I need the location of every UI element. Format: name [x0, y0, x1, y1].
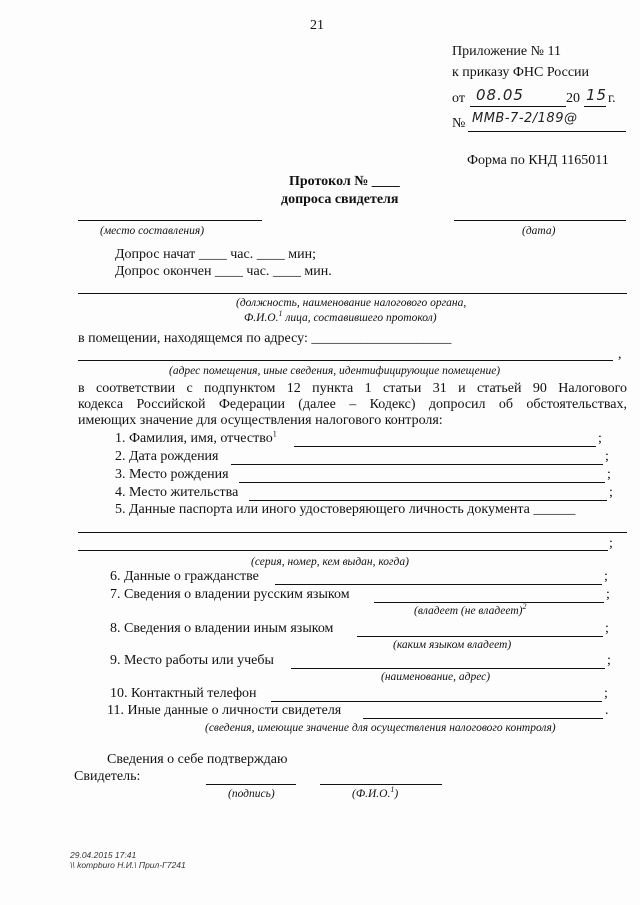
work-field[interactable]: [291, 668, 605, 669]
number-handwritten: ММВ-7-2/189@: [472, 111, 578, 126]
date-prefix: от: [452, 91, 465, 106]
semi-2: ;: [605, 449, 609, 464]
paragraph-line-3: имеющих значение для осуществления налогового контроля:: [78, 413, 443, 428]
item-other-data-label: 11. Иные данные о личности свидетеля: [107, 703, 342, 718]
residence-field[interactable]: [249, 500, 607, 501]
semi-10: ;: [604, 686, 608, 701]
date-caption: (дата): [522, 225, 556, 237]
birth-date-field[interactable]: [231, 464, 603, 465]
semi-6: ;: [604, 569, 608, 584]
date-underline: [470, 106, 566, 107]
form-code: Форма по КНД 1165011: [467, 153, 609, 168]
confirm-text: Сведения о себе подтверждаю: [107, 752, 288, 767]
place-caption: (место составления): [100, 225, 205, 237]
premises-field[interactable]: [78, 360, 613, 361]
dot-11: .: [605, 703, 609, 718]
page-number: 21: [310, 18, 324, 33]
russian-caption: (владеет (не владеет)$^2$: [414, 602, 527, 617]
number-underline: [468, 131, 626, 132]
place-field[interactable]: [78, 220, 262, 221]
russian-field[interactable]: [374, 602, 604, 603]
fio-field[interactable]: [320, 784, 442, 785]
semi-5: ;: [609, 536, 613, 551]
passport-caption: (серия, номер, кем выдан, когда): [251, 556, 409, 568]
interrogation-end: Допрос окончен ____ час. ____ мин.: [115, 264, 332, 279]
signature-caption: (подпись): [228, 788, 275, 800]
other-language-field[interactable]: [357, 636, 603, 637]
phone-field[interactable]: [271, 701, 602, 702]
item-full-name-label: 1. Фамилия, имя, отчество$^1$: [115, 429, 277, 446]
order-label: к приказу ФНС России: [452, 65, 590, 80]
passport-field-2[interactable]: [78, 550, 608, 551]
year-handwritten: 15: [586, 86, 608, 104]
address-caption: (адрес помещения, иные сведения, идентифицирующие помещение): [169, 365, 501, 377]
witness-label: Свидетель:: [74, 769, 141, 784]
item-phone-label: 10. Контактный телефон: [110, 686, 257, 701]
paragraph-line-2: кодекса Российской Федерации (далее – Кодекс) допросил об обстоятельствах,: [78, 397, 627, 412]
item-other-language-label: 8. Сведения о владении иным языком: [110, 621, 334, 636]
work-caption: (наименование, адрес): [381, 671, 491, 683]
official-caption-2: Ф.И.О.$^1$ лица, составившего протокол): [244, 309, 437, 324]
item-russian-label: 7. Сведения о владении русским языком: [110, 587, 350, 602]
footer-timestamp: 29.04.2015 17:41: [70, 850, 137, 860]
semi-9: ;: [607, 653, 611, 668]
official-field[interactable]: [78, 293, 627, 294]
full-name-field[interactable]: [294, 446, 596, 447]
fio-caption: (Ф.И.О.$^1$): [352, 785, 399, 800]
protocol-title: Протокол № ____: [289, 174, 400, 189]
premises-comma: ,: [618, 347, 622, 362]
other-data-field[interactable]: [363, 718, 603, 719]
other-data-caption: (сведения, имеющие значение для осуществления налогового контроля): [205, 722, 556, 734]
passport-field-1[interactable]: [78, 532, 627, 533]
paragraph-line-1: в соответствии с подпунктом 12 пункта 1 статьи 31 и статьей 90 Налогового: [78, 381, 627, 396]
interrogation-start: Допрос начат ____ час. ____ мин;: [115, 247, 316, 262]
semi-1: ;: [598, 431, 602, 446]
semi-3: ;: [607, 467, 611, 482]
item-birth-date-label: 2. Дата рождения: [115, 449, 219, 464]
premises-label: в помещении, находящемся по адресу: ____________________: [78, 331, 452, 346]
appendix-label: Приложение № 11: [452, 44, 561, 59]
year-suffix: г.: [608, 91, 616, 106]
protocol-subtitle: допроса свидетеля: [281, 192, 399, 207]
item-passport-label: 5. Данные паспорта или иного удостоверяющего личность документа ______: [115, 502, 576, 517]
official-caption-1: (должность, наименование налогового органа,: [236, 297, 467, 309]
date-handwritten: 08.05: [476, 86, 524, 104]
signature-field[interactable]: [206, 784, 296, 785]
item-birth-place-label: 3. Место рождения: [115, 467, 229, 482]
item-work-label: 9. Место работы или учебы: [110, 653, 274, 668]
semi-4: ;: [609, 485, 613, 500]
semi-7: ;: [606, 587, 610, 602]
item-citizenship-label: 6. Данные о гражданстве: [110, 569, 259, 584]
item-residence-label: 4. Место жительства: [115, 485, 239, 500]
other-language-caption: (каким языком владеет): [393, 639, 512, 651]
semi-8: ;: [605, 621, 609, 636]
date-field[interactable]: [454, 220, 626, 221]
year-prefix: 20: [566, 91, 580, 106]
birth-place-field[interactable]: [239, 482, 605, 483]
footer-file: \\ kompburo Н.И.\ Прил-Г7241: [70, 860, 186, 870]
number-prefix: №: [452, 116, 466, 131]
citizenship-field[interactable]: [275, 584, 602, 585]
year-underline: [584, 106, 606, 107]
